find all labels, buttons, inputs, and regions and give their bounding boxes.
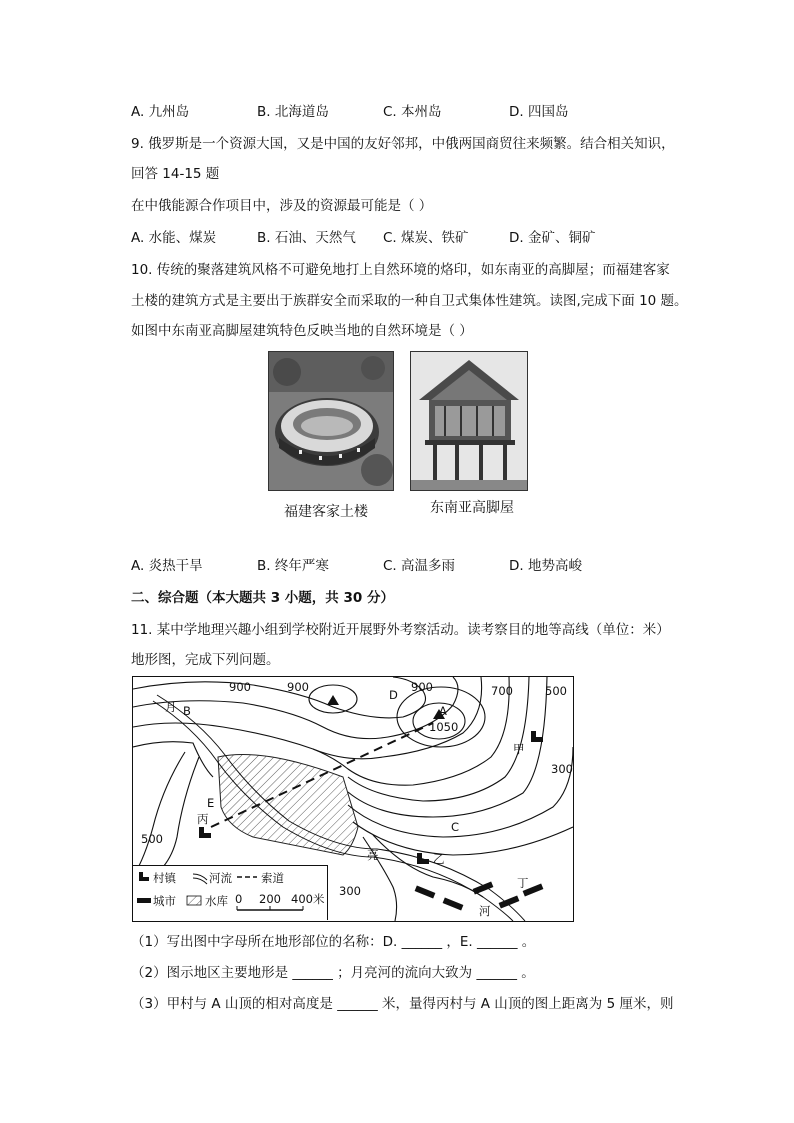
- tulou-caption: 福建客家土楼: [284, 504, 368, 520]
- q8-option-c: C. 本州岛: [383, 104, 442, 120]
- scale-label-400: 400米: [291, 892, 325, 906]
- contour-label: 500: [545, 684, 567, 698]
- point-e-label: E: [207, 796, 215, 810]
- q11-sub1: （1）写出图中字母所在地形部位的名称：D. ______ ，E. ______ 。: [131, 934, 536, 950]
- village-jia-label: 甲: [513, 742, 525, 756]
- peak-a-label: A: [439, 704, 447, 718]
- q11-stem-line2: 地形图，完成下列问题。: [131, 652, 280, 668]
- q9-stem-line2: 回答 14-15 题: [131, 166, 220, 182]
- river-char-yue: 月: [165, 700, 177, 714]
- q10-option-c: C. 高温多雨: [383, 558, 456, 574]
- legend-reservoir-label: 水库: [205, 894, 228, 908]
- legend-reservoir-icon: [187, 896, 201, 905]
- village-ding-label: 丁: [517, 876, 529, 890]
- scale-label-0: 0: [235, 892, 243, 906]
- contour-label: 900: [411, 680, 433, 694]
- q9-question: 在中俄能源合作项目中，涉及的资源最可能是（ ）: [131, 198, 433, 214]
- q9-option-a: A. 水能、煤炭: [131, 230, 217, 246]
- q9-option-d: D. 金矿、铜矿: [509, 230, 596, 246]
- contour-label: 900: [229, 680, 251, 694]
- legend-city-label: 城市: [153, 894, 176, 908]
- village-symbol-jia: [531, 731, 543, 742]
- q9-option-c: C. 煤炭、铁矿: [383, 230, 469, 246]
- village-symbol-bing: [199, 827, 211, 838]
- legend-river-label: 河流: [209, 871, 232, 885]
- q8-option-a: A. 九州岛: [131, 104, 190, 120]
- river-char-liang: 亮: [367, 848, 379, 862]
- contour-label: 700: [491, 684, 513, 698]
- reservoir-area: [218, 755, 358, 856]
- point-c-label: C: [451, 820, 460, 834]
- q8-option-d: D. 四国岛: [509, 104, 569, 120]
- q11-stem-line1: 11. 某中学地理兴趣小组到学校附近开展野外考察活动。读考察目的地等高线（单位：米）: [131, 622, 670, 638]
- stilt-house-photo: [410, 351, 528, 491]
- contour-line: [163, 757, 199, 867]
- legend-river-icon: [193, 874, 207, 884]
- point-d-label: D: [389, 688, 398, 702]
- q10-option-b: B. 终年严寒: [257, 558, 329, 574]
- point-b-label: B: [183, 704, 191, 718]
- legend-ropeway-label: 索道: [261, 871, 284, 885]
- contour-map: [132, 676, 574, 922]
- q8-option-b: B. 北海道岛: [257, 104, 329, 120]
- river-char-he: 河: [479, 904, 491, 918]
- village-bing-label: 丙: [197, 812, 209, 826]
- q9-option-b: B. 石油、天然气: [257, 230, 356, 246]
- q11-sub3: （3）甲村与 A 山顶的相对高度是 ______ 米，量得丙村与 A 山顶的图上距离为 5 厘米，则: [131, 996, 674, 1012]
- contour-line: [133, 677, 426, 718]
- q10-stem-line1: 10. 传统的聚落建筑风格不可避免地打上自然环境的烙印，如东南亚的高脚屋；而福建客家: [131, 262, 670, 278]
- q10-option-d: D. 地势高峻: [509, 558, 582, 574]
- contour-label: 300: [551, 762, 573, 776]
- contour-label: 900: [287, 680, 309, 694]
- legend-city-icon: [137, 898, 151, 903]
- contour-label: 300: [339, 884, 361, 898]
- contour-line: [133, 752, 185, 877]
- q10-question: 如图中东南亚高脚屋建筑特色反映当地的自然环境是（ ）: [131, 323, 473, 339]
- peak-a-height: 1050: [429, 720, 459, 734]
- scale-label-200: 200: [259, 892, 281, 906]
- legend-village-icon: [139, 872, 149, 881]
- q9-stem-line1: 9. 俄罗斯是一个资源大国，又是中国的友好邻邦，中俄两国商贸往来频繁。结合相关知识，: [131, 136, 675, 152]
- contour-label: 500: [141, 832, 163, 846]
- contour-line: [133, 742, 213, 777]
- village-yi-label: 乙: [433, 852, 445, 866]
- stilt-house-caption: 东南亚高脚屋: [430, 500, 514, 516]
- q10-option-a: A. 炎热干旱: [131, 558, 203, 574]
- legend-village-label: 村镇: [153, 871, 176, 885]
- q11-sub2: （2）图示地区主要地形是 ______ ；月亮河的流向大致为 ______ 。: [131, 965, 535, 981]
- q10-stem-line2: 土楼的建筑方式是主要出于族群安全而采取的一种自卫式集体性建筑。读图,完成下面 10 题。: [131, 293, 688, 309]
- section-title: 二、综合题（本大题共 3 小题，共 30 分）: [131, 590, 394, 606]
- peak-symbol: [327, 695, 339, 705]
- tulou-photo: [268, 351, 394, 491]
- map-legend: [133, 865, 328, 920]
- contour-line: [348, 747, 573, 837]
